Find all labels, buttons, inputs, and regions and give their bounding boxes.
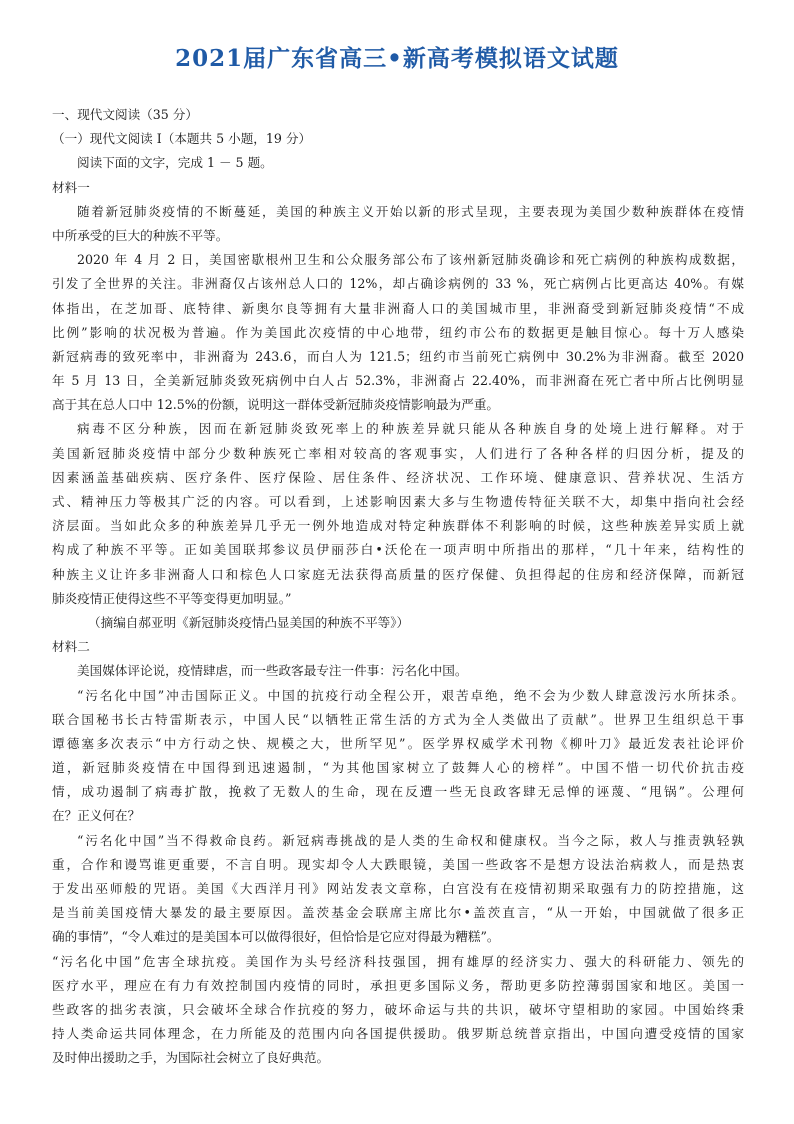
text-line: 道，新冠肺炎疫情在中国得到迅速遏制，“为其他国家树立了鼓舞人心的榜样”。中国不惜一切代价抗击疫 bbox=[52, 760, 744, 776]
text-line: 于发出巫师般的咒语。美国《大西洋月刊》网站发表文章称，白宫没有在疫情初期采取强有力的防控措施，这 bbox=[52, 881, 744, 896]
text-line: 中所承受的巨大的种族不平等。 bbox=[52, 227, 229, 243]
text-line: 及时伸出援助之手，为国际社会树立了良好典范。 bbox=[52, 1050, 330, 1066]
material-label: 材料二 bbox=[52, 639, 90, 655]
material-label: 材料一 bbox=[52, 179, 90, 195]
text-line: 情，成功遏制了病毒扩散，挽救了无数人的生命，现在反遭一些无良政客肆无忌惮的诬蔑、“甩锅”。公理何 bbox=[52, 784, 744, 800]
text-line: “污名化中国”当不得救命良药。新冠病毒挑战的是人类的生命权和健康权。当今之际，救人与推责孰轻孰 bbox=[77, 832, 744, 848]
text-line: 体指出，在芝加哥、底特律、新奥尔良等拥有大量非洲裔人口的美国城市里，非洲裔受到新冠肺炎疫情“不成 bbox=[52, 300, 744, 316]
source-citation: （摘编自郝亚明《新冠肺炎疫情凸显美国的种族不平等》） bbox=[88, 614, 410, 630]
text-line: 肺炎疫情正使得这些不平等变得更加明显。” bbox=[52, 590, 292, 606]
text-line: 是当前美国疫情大暴发的最主要原因。盖茨基金会联席主席比尔•盖茨直言，“从一开始，中国就做了很多正 bbox=[52, 905, 744, 921]
text-line: 济层面。当如此众多的种族差异几乎无一例外地造成对特定种族群体不利影响的时候，这些种族差异实质上就 bbox=[52, 518, 744, 534]
text-line: 在？正义何在？ bbox=[52, 808, 141, 824]
text-line: 比例”影响的状况极为普遍。作为美国此次疫情的中心地带，纽约市公布的数据更是触目惊心。每十万人感染 bbox=[52, 324, 744, 340]
text-line: 式、精神压力等极其广泛的内容。可以看到，上述影响因素大多与生物遗传特征关联不大，却集中指向社会经 bbox=[52, 494, 744, 509]
text-line: “污名化中国”危害全球抗疫。美国作为头号经济科技强国，拥有雄厚的经济实力、强大的科研能力、领先的 bbox=[52, 953, 744, 969]
section-heading: 一、现代文阅读（35 分） bbox=[52, 107, 198, 122]
text-line: 病毒不区分种族，因而在新冠肺炎致死率上的种族差异就只能从各种族自身的处境上进行解释。对于 bbox=[77, 421, 744, 437]
text-line: 构成了种族不平等。正如美国联邦参议员伊丽莎白•沃伦在一项声明中所指出的那样，“几十年来，结构性的 bbox=[52, 542, 744, 558]
text-line: 重，合作和谩骂谁更重要，不言自明。现实却令人大跌眼镜，美国一些政客不是想方设法治病救人，而是热衷 bbox=[52, 856, 744, 872]
text-line: 联合国秘书长古特雷斯表示，中国人民“以牺牲正常生活的方式为全人类做出了贡献”。世界卫生组织总干事 bbox=[52, 711, 744, 727]
reading-passage bbox=[52, 103, 744, 1071]
text-line: 持人类命运共同体理念，在力所能及的范围内向各国提供援助。俄罗斯总统普京指出，中国向遭受疫情的国家 bbox=[52, 1026, 744, 1042]
text-line: 2020 年 4 月 2 日，美国密歇根州卫生和公众服务部公布了该州新冠肺炎确诊和死亡病例的种族构成数据， bbox=[77, 252, 744, 268]
text-line: “污名化中国”冲击国际正义。中国的抗疫行动全程公开，艰苦卓绝，绝不会为少数人肆意泼污水所抹杀。 bbox=[77, 687, 744, 703]
text-line: 美国媒体评论说，疫情肆虐，而一些政客最专注一件事：污名化中国。 bbox=[77, 663, 468, 679]
text-line: 些政客的拙劣表演，只会破坏全球合作抗疫的努力，破坏命运与共的共识，破坏守望相助的家园。中国始终秉 bbox=[52, 1001, 744, 1017]
text-line: 年 5 月 13 日，全美新冠肺炎致死病例中白人占 52.3%，非洲裔占 22.40%，而非洲裔在死亡者中所占比例明显 bbox=[52, 373, 744, 389]
page-title: 2021届广东省高三•新高考模拟语文试题 bbox=[175, 45, 619, 72]
text-line: 新冠病毒的致死率中，非洲裔为 243.6，而白人为 121.5；纽约市当前死亡病例中 30.2%为非洲裔。截至 2020 bbox=[52, 348, 744, 364]
text-line: 美国新冠肺炎疫情中部分少数种族死亡率相对较高的客观事实，人们进行了各种各样的归因分析，提及的 bbox=[52, 445, 744, 461]
text-line: 谭德塞多次表示“中方行动之快、规模之大，世所罕见”。医学界权威学术刊物《柳叶刀》最近发表社论评价 bbox=[52, 735, 744, 751]
text-line: 因素涵盖基础疾病、医疗条件、医疗保险、居住条件、经济状况、工作环境、健康意识、营养状况、生活方 bbox=[52, 469, 744, 485]
instruction: 阅读下面的文字，完成 1 － 5 题。 bbox=[77, 155, 273, 171]
text-line: 高于其在总人口中 12.5%的份额，说明这一群体受新冠肺炎疫情影响最为严重。 bbox=[52, 397, 500, 413]
text-line: 确的事情”，“令人难过的是美国本可以做得很好，但恰恰是它应对得最为糟糕”。 bbox=[52, 929, 500, 945]
text-line: 种族主义让许多非洲裔人口和棕色人口家庭无法获得高质量的医疗保健、负担得起的住房和经济保障，而新冠 bbox=[52, 566, 744, 582]
text-line: 引发了全世界的关注。非洲裔仅占该州总人口的 12%，却占确诊病例的 33 %，死亡病例占比更高达 40%。有媒 bbox=[52, 276, 744, 292]
text-line: 医疗水平，理应在有力有效控制国内疫情的同时，承担更多国际义务，帮助更多防控薄弱国家和地区。美国一 bbox=[52, 977, 744, 993]
text-line: 随着新冠肺炎疫情的不断蔓延，美国的种族主义开始以新的形式呈现，主要表现为美国少数种族群体在疫情 bbox=[77, 203, 744, 219]
subsection-heading: （一）现代文阅读 I（本题共 5 小题，19 分） bbox=[52, 131, 312, 147]
